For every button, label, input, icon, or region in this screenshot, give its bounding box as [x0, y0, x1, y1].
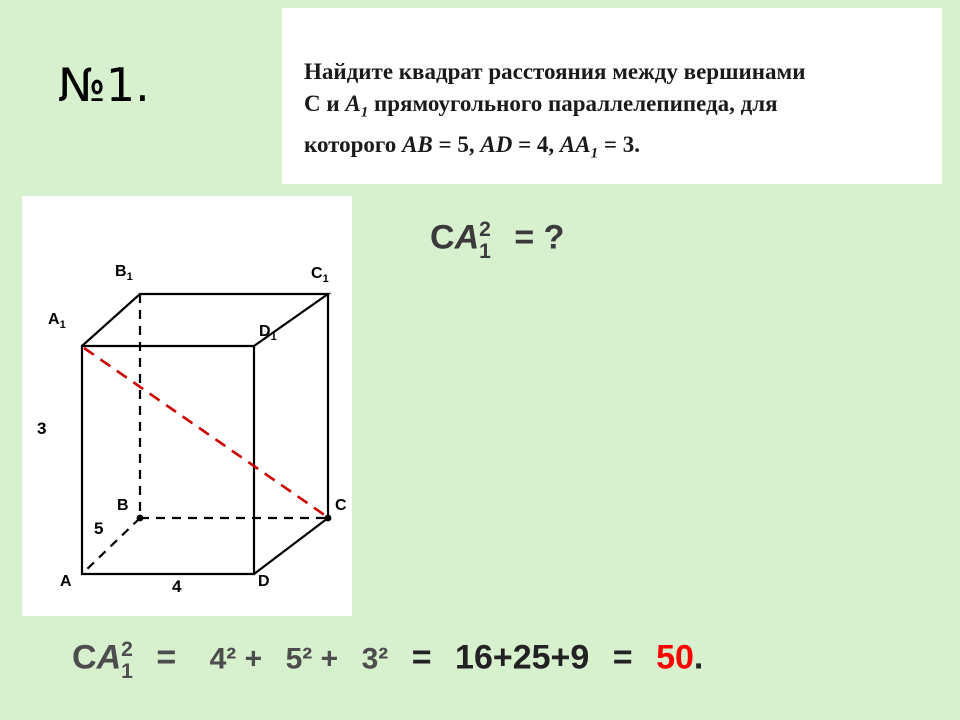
solution-line — [72, 638, 704, 684]
edge-b-a — [82, 518, 140, 574]
task-number: №1. — [58, 58, 150, 112]
question-line — [430, 218, 565, 264]
figure-card — [22, 196, 352, 616]
solution-term-3: 3² — [361, 642, 389, 676]
question-expression: CA 2 1 — [430, 218, 491, 264]
diagonal-a1-c — [84, 348, 326, 516]
vertex-label-d: D — [258, 573, 270, 590]
edge-d-c — [254, 518, 328, 574]
vertex-label-a: A — [60, 573, 72, 590]
problem-line-3: которого AB = 5, AD = 4, $AA_1 = 3$. — [304, 131, 640, 162]
solution-period: . — [693, 638, 704, 677]
solution-answer: 50 — [656, 638, 694, 677]
vertex-label-a1: $A_1$ — [48, 311, 66, 331]
problem-statement-card — [282, 8, 942, 184]
problem-line-2: С и $A_1$ прямоугольного параллелепипеда, для — [304, 91, 778, 121]
solution-equals-3: = — [612, 638, 633, 677]
front-face — [82, 346, 254, 574]
vertex-label-b1: $B_1$ — [115, 263, 133, 283]
vertex-label-c: C — [335, 497, 347, 514]
parallelepiped-figure — [22, 196, 352, 616]
solution-sum: 16+25+9 — [455, 638, 590, 677]
solution-equals-2: = — [411, 638, 432, 677]
solution-equals-1: = — [156, 638, 177, 677]
edge-label-width: 4 — [172, 577, 182, 596]
vertex-dot-b — [137, 515, 144, 522]
top-face — [82, 294, 328, 346]
vertex-label-c1: $C_1$ — [311, 265, 329, 285]
solution-term-2: 5² + — [285, 642, 339, 676]
vertex-label-b: B — [117, 497, 129, 514]
problem-line-1: Найдите квадрат расстояния между вершинами — [304, 59, 806, 84]
question-equals: = — [514, 218, 535, 257]
edge-label-depth: 5 — [94, 519, 104, 538]
problem-statement-text — [304, 56, 924, 169]
question-value: ? — [543, 218, 565, 257]
vertex-label-d1: $D_1$ — [259, 323, 277, 343]
edge-label-height: 3 — [37, 419, 47, 438]
vertex-dot-c — [325, 515, 332, 522]
solution-expression: CA 2 1 — [72, 638, 133, 684]
solution-term-1: 4² + — [209, 642, 263, 676]
